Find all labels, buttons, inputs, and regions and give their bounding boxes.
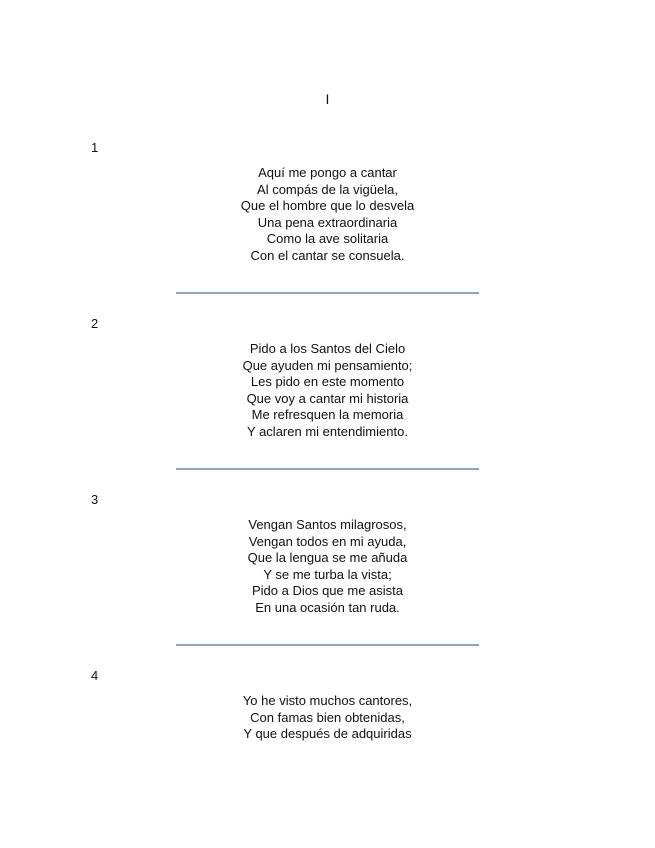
verse-line: Me refresquen la memoria: [251, 407, 404, 422]
verse-line: Con famas bien obtenidas,: [250, 709, 405, 725]
stanza-number: 4: [91, 668, 99, 683]
verse-line: Aquí me pongo a cantar: [258, 165, 397, 180]
verse-line: Y aclaren mi entendimiento.: [247, 423, 408, 439]
verse-line: Les pido en este momento: [250, 374, 405, 389]
verse-line: Que voy a cantar mi historia: [246, 390, 409, 406]
verse-line: Con el cantar se consuela.: [250, 247, 405, 263]
section-divider: [176, 292, 479, 294]
verse-line: Vengan todos en mi ayuda,: [248, 533, 407, 549]
verse-line: Que el hombre que lo desvela: [240, 198, 415, 213]
verse-line: Como la ave solitaria: [266, 231, 389, 246]
verse-line: Que la lengua se me añuda: [247, 550, 408, 565]
verse-line: Y que después de adquiridas: [243, 726, 412, 741]
verse-line: Que ayuden mi pensamiento;: [242, 357, 413, 373]
stanza-number: 2: [91, 316, 99, 331]
section-divider: [176, 468, 479, 470]
verse-line: En una ocasión tan ruda.: [255, 599, 400, 615]
section-divider: [176, 644, 479, 646]
verse-line: Pido a Dios que me asista: [251, 583, 404, 598]
verse-line: Vengan Santos milagrosos,: [248, 517, 407, 532]
stanza-number: 3: [91, 492, 99, 507]
verse-line: Pido a los Santos del Cielo: [249, 341, 406, 356]
verse-line: Y se me turba la vista;: [263, 566, 392, 582]
verse: [0, 341, 655, 440]
verse-line: Al compás de la vigüela,: [257, 181, 398, 197]
verse: [0, 693, 655, 743]
verse: [0, 517, 655, 616]
verse-line: Yo he visto muchos cantores,: [242, 693, 413, 708]
stanza-number: 1: [91, 140, 99, 155]
verse: [0, 165, 655, 264]
verse-line: Una pena extraordinaria: [257, 214, 398, 230]
chapter-title: I: [325, 91, 330, 107]
